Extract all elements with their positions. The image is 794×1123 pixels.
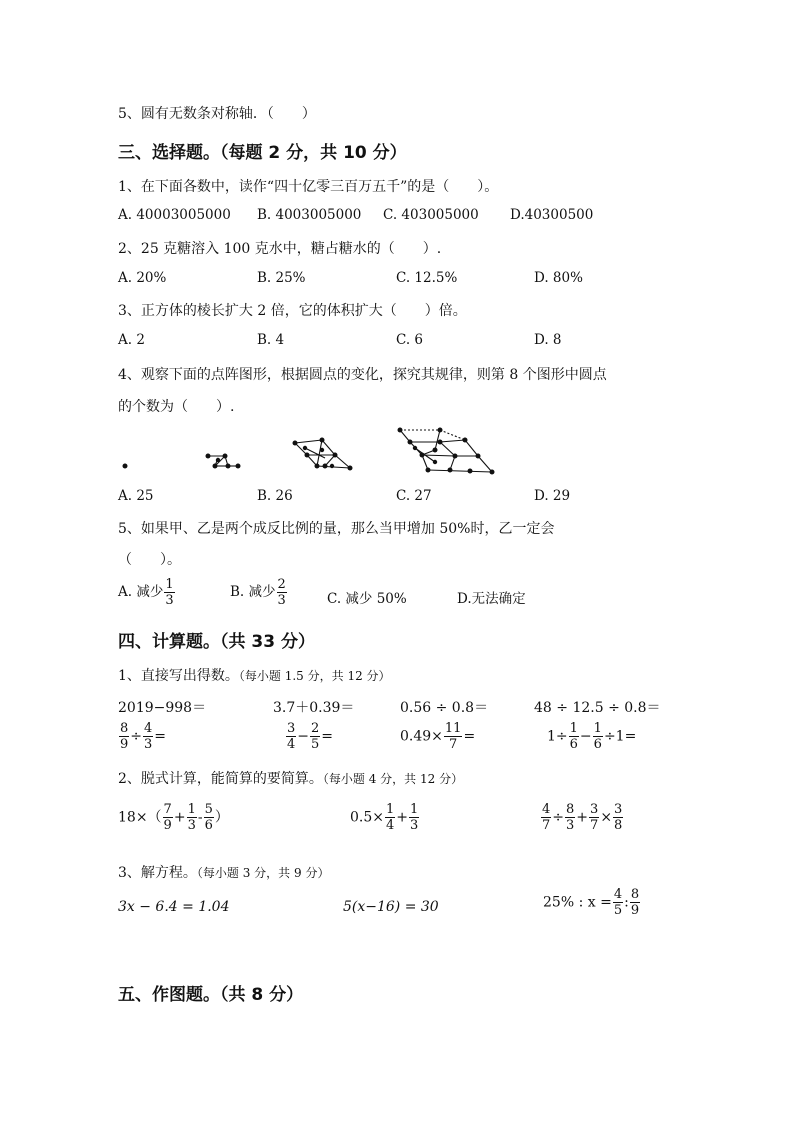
choice-q1-option-b: B. 4003005000: [257, 207, 362, 223]
calc-1-expr-7: 0.49× $\frac{11}{7}$ =: [400, 721, 476, 752]
choice-q4-stem-line1: 4、观察下面的点阵图形，根据圆点的变化，探究其规律，则第 8 个图形中圆点: [118, 367, 607, 383]
choice-q4-option-b: B. 26: [257, 488, 293, 504]
choice-q1-option-a: A. 40003005000: [118, 207, 231, 223]
figure-1-dot: [123, 464, 128, 469]
choice-q1-stem: 1、在下面各数中，读作“四十亿零三百万五千”的是（ ）。: [118, 179, 499, 195]
figure-2: [206, 454, 241, 469]
calc-1-expr-3: 0.56 ÷ 0.8＝: [400, 700, 489, 716]
choice-q5-option-a: A. 减少 $\frac{1}{3}$: [118, 577, 174, 608]
choice-q3-option-c: C. 6: [396, 332, 424, 348]
choice-q3-option-b: B. 4: [257, 332, 285, 348]
choice-q4-option-a: A. 25: [118, 488, 154, 504]
calc-1-expr-8: 1÷ $\frac{1}{6}$ − $\frac{1}{6}$ ÷1=: [547, 721, 637, 752]
equation-3: 25% : x = $\frac{4}{5}$ : $\frac{8}{9}$: [543, 887, 640, 918]
calc-2-expr-3: $\frac{4}{7}$ ÷ $\frac{8}{3}$ + $\frac{3}{7}$ × $\frac{3}{8}$: [542, 802, 623, 833]
calc-1-expr-4: 48 ÷ 12.5 ÷ 0.8＝: [534, 700, 661, 716]
choice-q2-option-c: C. 12.5%: [396, 270, 458, 286]
calc-1-expr-2: 3.7＋0.39＝: [273, 700, 355, 716]
choice-q5-stem-line1: 5、如果甲、乙是两个成反比例的量，那么当甲增加 50%时，乙一定会: [118, 521, 555, 537]
choice-q5-stem-line2: （ ）。: [118, 552, 181, 568]
figure-3: [293, 438, 353, 471]
equation-2: 5(x−16) = 30: [343, 899, 439, 915]
choice-q2-option-d: D. 80%: [534, 270, 583, 286]
choice-q3-option-a: A. 2: [118, 332, 145, 348]
choice-q4-option-d: D. 29: [534, 488, 571, 504]
calc-part-2-label: 2、脱式计算，能简算的要简算。（每小题 4 分，共 12 分）: [118, 771, 464, 787]
calc-part-3-label: 3、解方程。（每小题 3 分，共 9 分）: [118, 865, 330, 881]
choice-q4-option-c: C. 27: [396, 488, 432, 504]
calc-part-1-label: 1、直接写出得数。（每小题 1.5 分，共 12 分）: [118, 668, 391, 684]
calc-2-expr-1: 18×（ $\frac{7}{9}$ + $\frac{1}{3}$ - $\frac{5}{6}$ ）: [118, 802, 229, 833]
calc-2-expr-2: 0.5× $\frac{1}{4}$ + $\frac{1}{3}$: [350, 802, 419, 833]
judge-question-5: 5、圆有无数条对称轴．（ ）: [118, 106, 316, 122]
calc-1-expr-5: $\frac{8}{9}$ ÷ $\frac{4}{3}$ =: [120, 721, 167, 752]
choice-q5-option-c: C. 减少 50%: [327, 591, 407, 607]
section-4-title: 四、计算题。（共 33 分）: [118, 632, 315, 652]
choice-q2-option-b: B. 25%: [257, 270, 306, 286]
choice-q2-option-a: A. 20%: [118, 270, 167, 286]
calc-1-expr-1: 2019−998＝: [118, 700, 207, 716]
choice-q5-option-b: B. 减少 $\frac{2}{3}$: [230, 577, 286, 608]
choice-q5-option-d: D.无法确定: [457, 591, 526, 607]
calc-1-expr-6: $\frac{3}{4}$ − $\frac{2}{5}$ =: [287, 721, 334, 752]
choice-q3-option-d: D. 8: [534, 332, 562, 348]
section-3-title: 三、选择题。（每题 2 分，共 10 分）: [118, 143, 407, 163]
choice-q4-stem-line2: 的个数为（ ）.: [118, 399, 235, 415]
figure-4: [398, 428, 495, 475]
dot-pattern-figures: [110, 420, 510, 480]
equation-1: 3x − 6.4 = 1.04: [118, 899, 230, 915]
choice-q1-option-c: C. 403005000: [383, 207, 479, 223]
choice-q2-stem: 2、25 克糖溶入 100 克水中，糖占糖水的（ ）.: [118, 241, 442, 257]
section-5-title: 五、作图题。（共 8 分）: [118, 985, 304, 1005]
choice-q1-option-d: D.40300500: [510, 207, 594, 223]
choice-q3-stem: 3、正方体的棱长扩大 2 倍，它的体积扩大（ ）倍。: [118, 303, 467, 319]
